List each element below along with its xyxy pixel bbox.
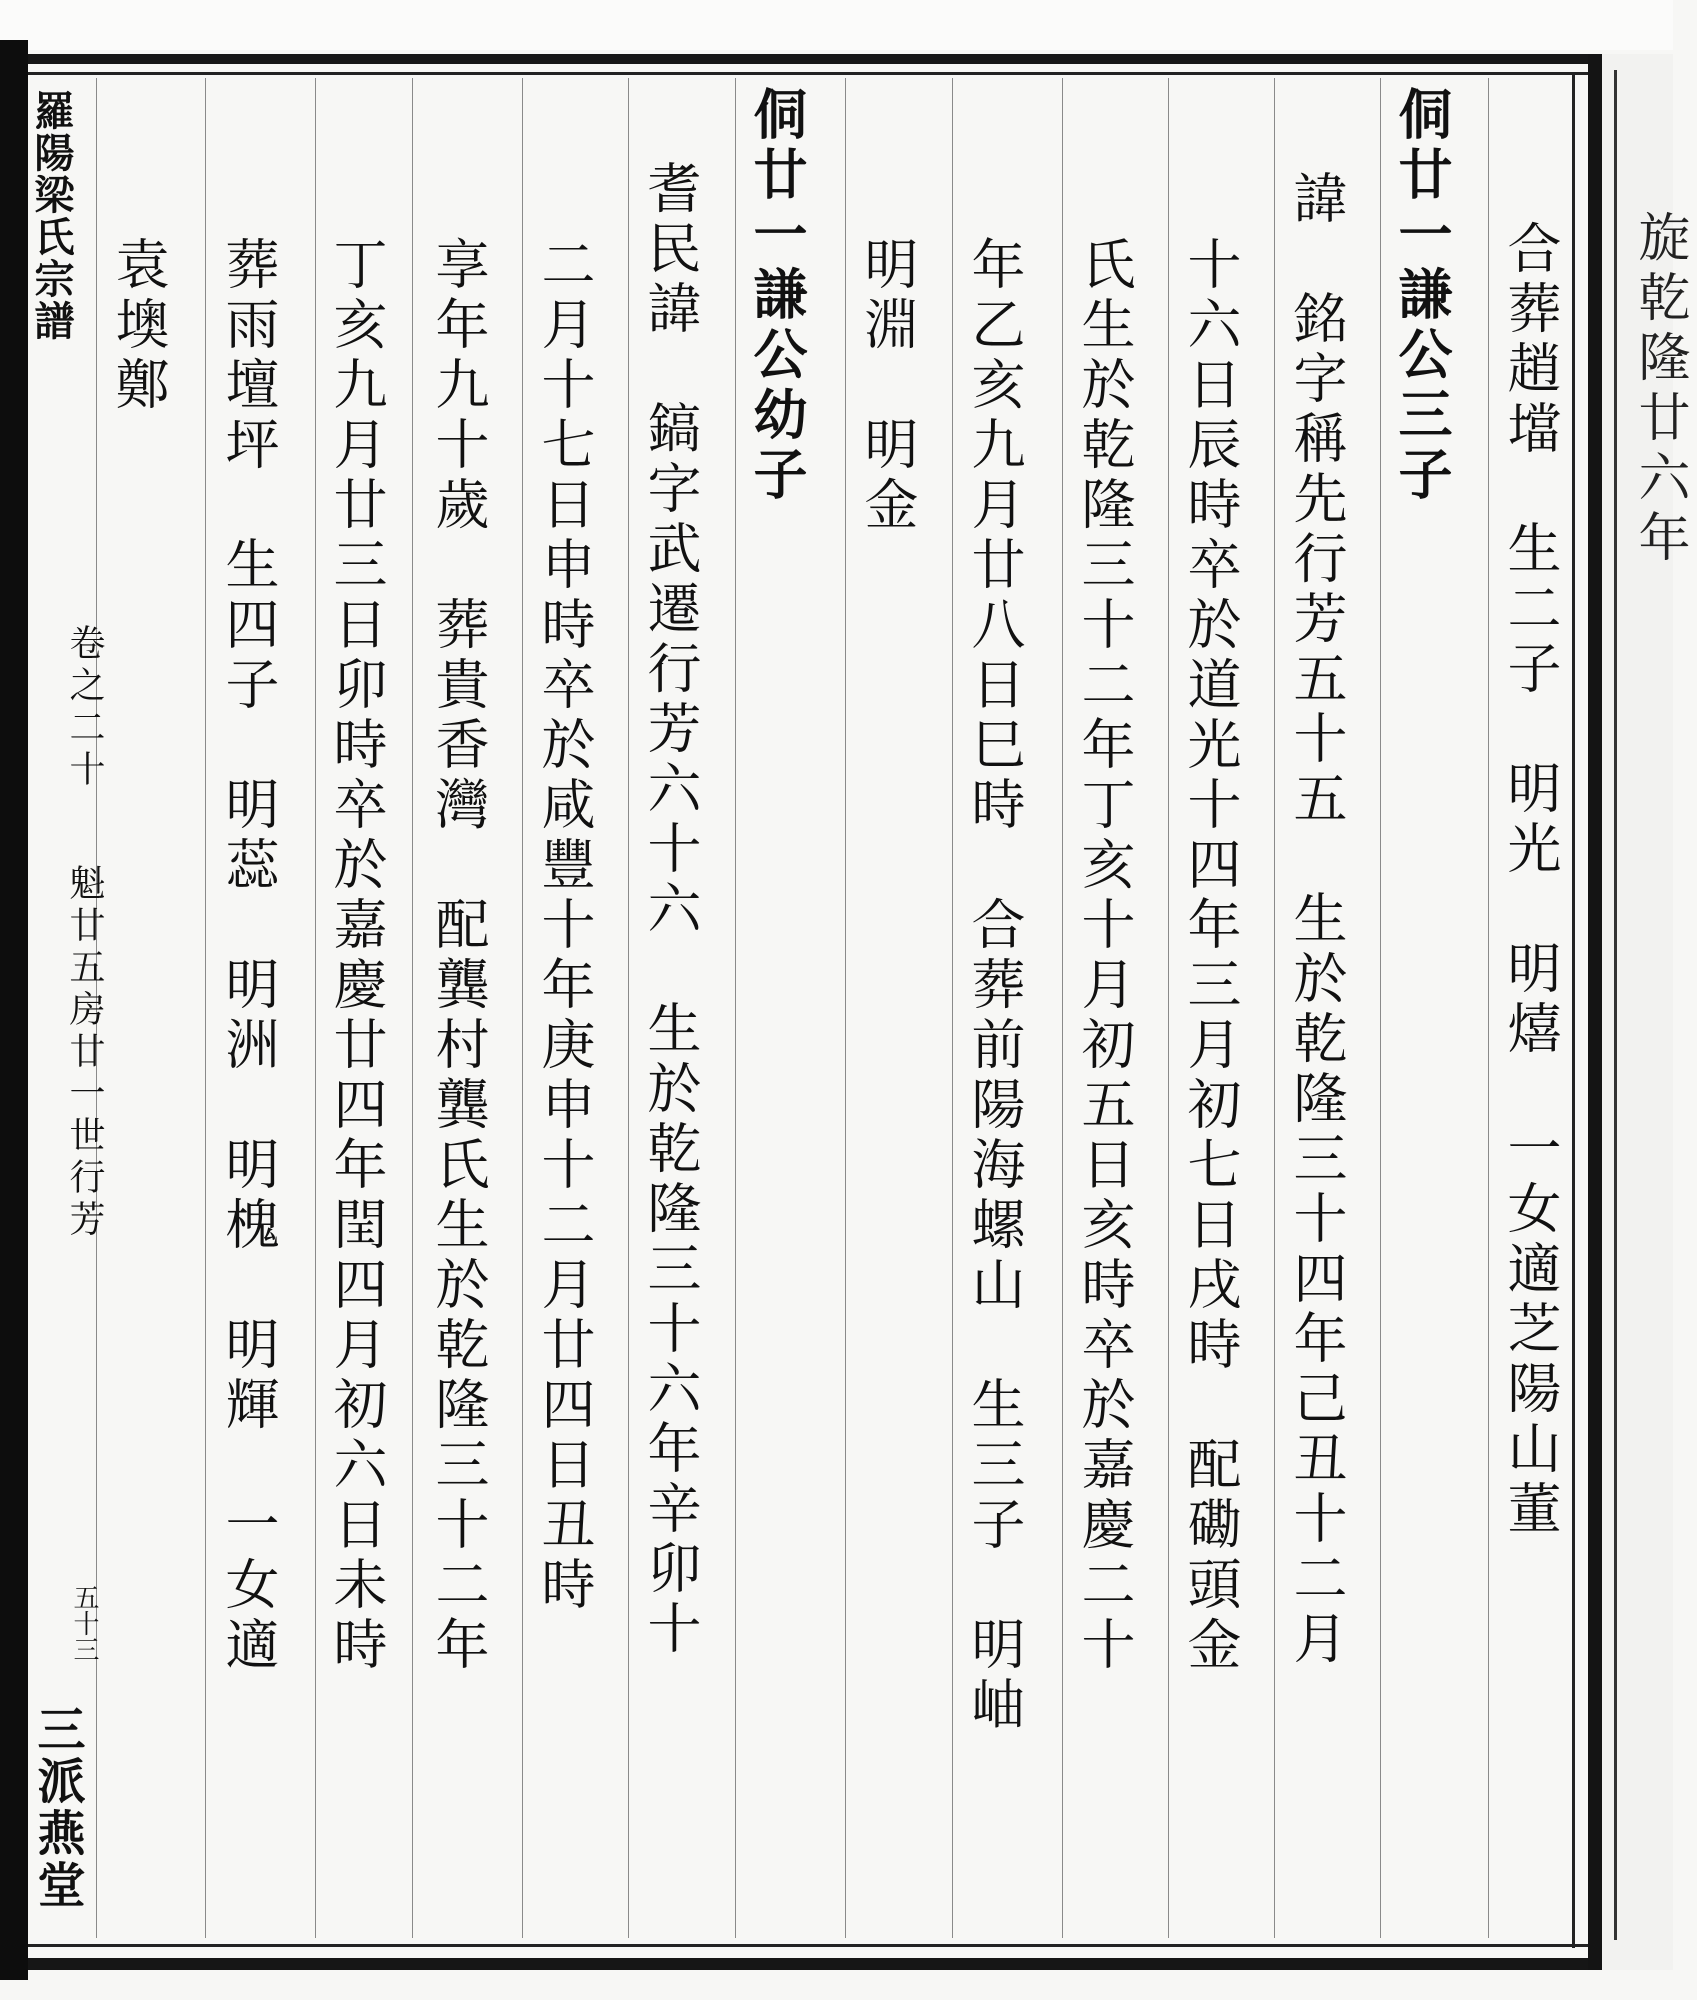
entry-heading: 侗廿一謙公三子 [1390,86,1454,506]
right-border-rule [1588,54,1602,1970]
column-divider [205,78,206,1938]
column-divider [1274,78,1275,1938]
text-column-14: 袁墺鄭 [107,236,170,416]
adjacent-page-text: 旋乾隆廿六年 [1629,210,1689,570]
top-inner-rule [28,72,1588,75]
column-divider [315,78,316,1938]
entry-heading: 侗廿一謙公幼子 [745,86,809,506]
text-column-6: 年乙亥九月廿八日巳時 合葬前陽海螺山 生三子 明岫 [963,236,1026,1736]
adjacent-page-rule [1614,70,1617,1940]
text-column-5: 氏生於乾隆三十二年丁亥十月初五日亥時卒於嘉慶二十 [1073,236,1136,1676]
text-column-10: 二月十七日申時卒於咸豐十年庚申十二月廿四日丑時 [533,236,596,1616]
text-column-1: 合葬趙壋 生二子 明光 明熺 一女適芝陽山董 [1499,220,1562,1540]
column-divider [845,78,846,1938]
column-divider [1062,78,1063,1938]
text-column-4: 十六日辰時卒於道光十四年三月初七日戌時 配磡頭金 [1179,236,1242,1676]
text-column-7: 明淵 明金 [856,236,919,536]
column-divider [412,78,413,1938]
top-border-rule [28,54,1600,64]
column-divider [628,78,629,1938]
text-column-11: 享年九十歲 葬貴香灣 配龔村龔氏生於乾隆三十二年 [427,236,490,1676]
spine-volume: 卷之二十 [64,624,105,792]
text-column-3: 諱 銘字稱先行芳五十五 生於乾隆三十四年己丑十二月 [1285,170,1348,1670]
right-inner-rule [1572,72,1575,1948]
column-divider [1380,78,1381,1938]
spine-page-number: 五十三 [69,1584,99,1662]
column-divider [1168,78,1169,1938]
spine-title: 羅陽梁氏宗譜 [28,90,75,342]
spine-column [28,84,105,1944]
spine-hall-name: 三派燕堂 [29,1704,85,1912]
column-divider [952,78,953,1938]
text-column-12: 丁亥九月廿三日卯時卒於嘉慶廿四年閏四月初六日未時 [325,236,388,1676]
text-column-13: 葬雨壇坪 生四子 明蕊 明洲 明槐 明輝 一女適 [217,236,280,1676]
column-divider [1488,78,1489,1938]
scan-margin-top [0,0,1673,50]
binding-edge [0,40,28,1980]
column-divider [522,78,523,1938]
text-column-9: 耆民諱 鎬字武遷行芳六十六 生於乾隆三十六年辛卯十 [639,160,702,1660]
column-divider [735,78,736,1938]
spine-section: 魁廿五房廿一世行芳 [64,864,105,1242]
bottom-inner-rule [28,1944,1600,1947]
bottom-border-rule [28,1958,1600,1970]
